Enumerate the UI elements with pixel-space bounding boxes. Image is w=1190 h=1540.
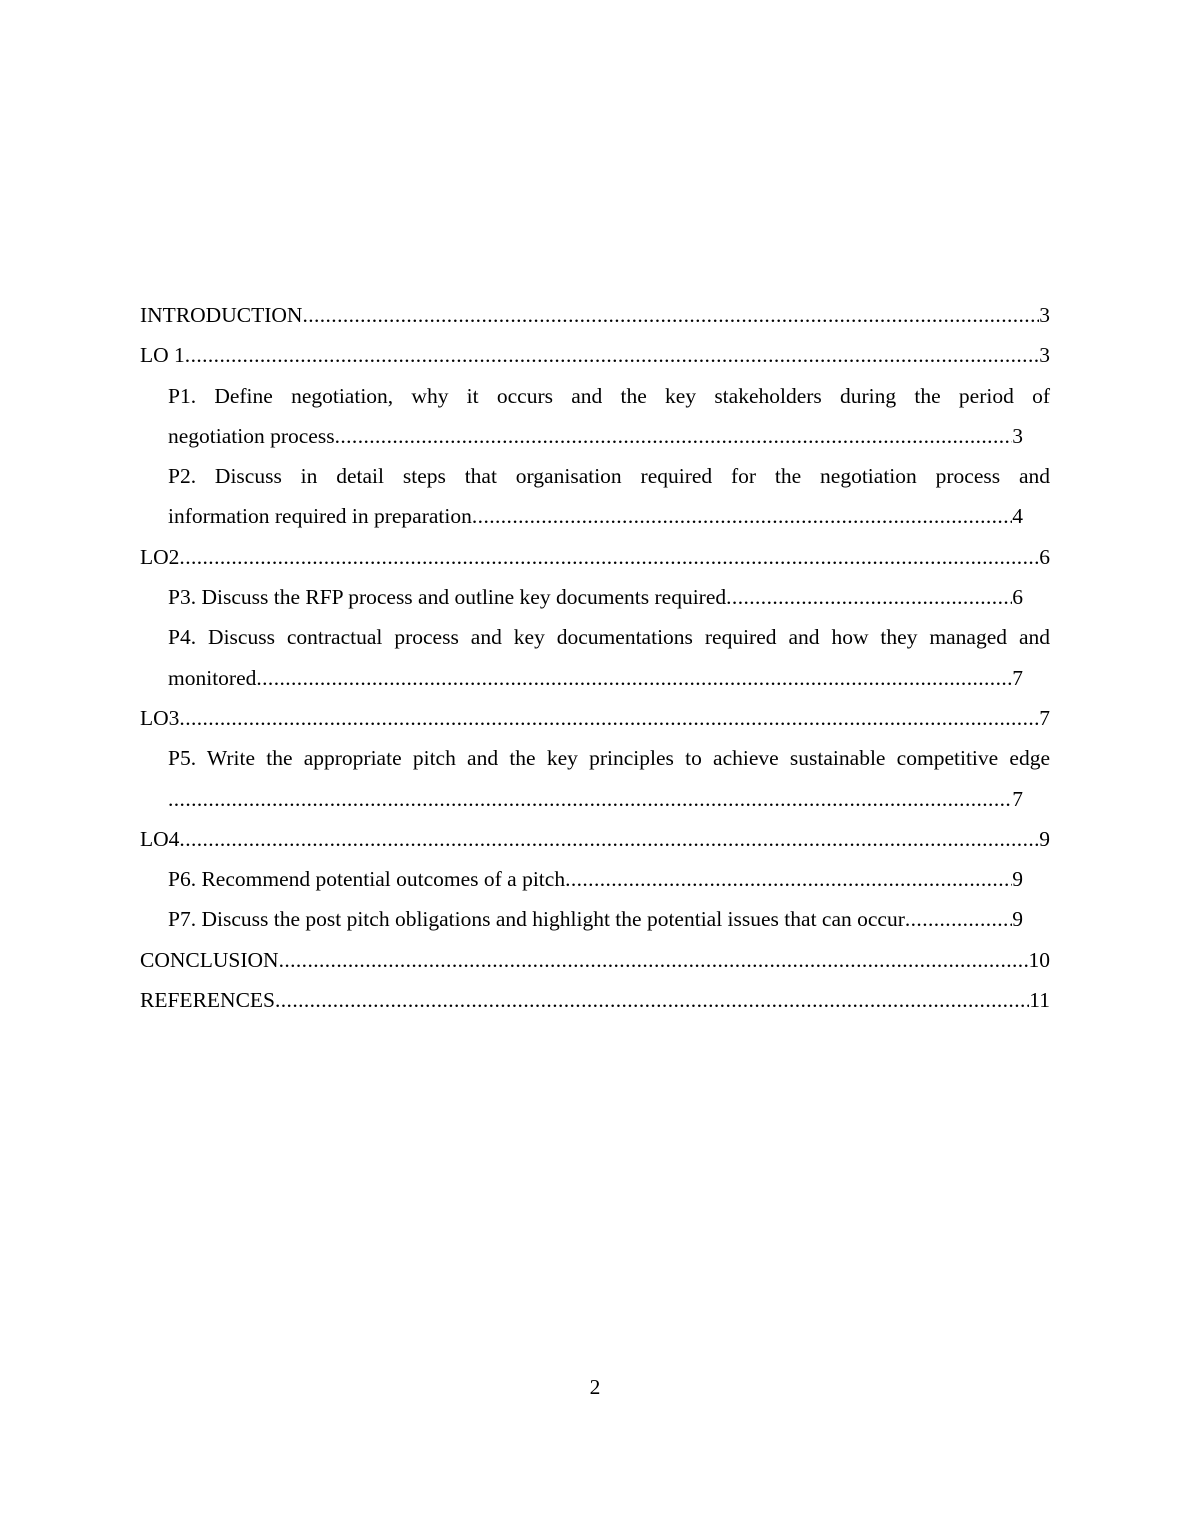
toc-page: 7 xyxy=(1039,705,1050,730)
dot-leader xyxy=(179,819,1039,859)
toc-label-line1: P5. Write the appropriate pitch and the key principles to achieve sustainable competitive edge xyxy=(168,746,1050,771)
toc-line2 xyxy=(168,779,1023,819)
toc-page: 3 xyxy=(1039,303,1050,327)
toc-label: INTRODUCTION xyxy=(140,303,303,327)
toc-entry-p6[interactable] xyxy=(168,859,1023,899)
dot-leader xyxy=(905,899,1012,939)
toc-entry-lo1[interactable] xyxy=(140,335,1050,375)
toc-label-line1: P4. Discuss contractual process and key documentations required and how they managed and xyxy=(168,625,1050,650)
toc-line2 xyxy=(168,496,1023,536)
toc-page: 9 xyxy=(1039,826,1050,851)
toc-entry-p4[interactable] xyxy=(168,617,1050,698)
dot-leader xyxy=(179,537,1039,577)
toc-page: 7 xyxy=(1012,665,1023,690)
toc-label-line2: information required in preparation xyxy=(168,504,472,529)
toc-entry-p3[interactable] xyxy=(168,577,1023,617)
toc-label: LO4 xyxy=(140,826,180,851)
page-number: 2 xyxy=(589,1375,601,1399)
dot-leader xyxy=(185,335,1039,375)
toc-label: LO2 xyxy=(140,544,180,569)
dot-leader xyxy=(335,416,1013,456)
toc-page: 9 xyxy=(1012,867,1023,892)
toc-page: 10 xyxy=(1028,947,1050,972)
toc-page: 7 xyxy=(1012,786,1023,811)
toc-label: REFERENCES xyxy=(140,988,275,1013)
toc-label: P7. Discuss the post pitch obligations and highlight the potential issues that can occur xyxy=(168,907,905,932)
toc-page: 3 xyxy=(1012,423,1023,448)
dot-leader xyxy=(256,658,1012,698)
toc-line2 xyxy=(168,658,1023,698)
toc-entry-references[interactable] xyxy=(140,980,1050,1020)
dot-leader xyxy=(472,496,1012,536)
table-of-contents xyxy=(140,295,1050,1020)
toc-line2 xyxy=(168,416,1023,456)
toc-label-line1: P2. Discuss in detail steps that organisation required for the negotiation process and xyxy=(168,464,1050,489)
toc-page: 4 xyxy=(1012,504,1023,529)
toc-label: CONCLUSION xyxy=(140,947,279,972)
toc-page: 6 xyxy=(1039,544,1050,569)
toc-entry-lo4[interactable] xyxy=(140,819,1050,859)
toc-entry-p5[interactable] xyxy=(168,738,1050,819)
toc-entry-conclusion[interactable] xyxy=(140,940,1050,980)
toc-page: 6 xyxy=(1012,585,1023,610)
dot-leader xyxy=(302,295,1039,335)
toc-entry-introduction[interactable] xyxy=(140,295,1050,335)
dot-leader xyxy=(179,698,1039,738)
dot-leader xyxy=(565,859,1012,899)
toc-label: LO3 xyxy=(140,705,180,730)
dot-leader xyxy=(279,940,1029,980)
toc-label-line1: P1. Define negotiation, why it occurs and the key stakeholders during the period of xyxy=(168,383,1050,408)
toc-entry-lo2[interactable] xyxy=(140,537,1050,577)
toc-label-line2: negotiation process xyxy=(168,423,335,448)
toc-page: 11 xyxy=(1029,988,1050,1013)
toc-entry-lo3[interactable] xyxy=(140,698,1050,738)
toc-label: P6. Recommend potential outcomes of a pitch xyxy=(168,867,566,892)
dot-leader xyxy=(168,779,1012,819)
toc-page: 3 xyxy=(1039,343,1050,368)
toc-entry-p2[interactable] xyxy=(168,456,1050,537)
toc-entry-p1[interactable] xyxy=(168,376,1050,457)
dot-leader xyxy=(275,980,1029,1020)
toc-label-line2: monitored xyxy=(168,665,257,690)
toc-label: P3. Discuss the RFP process and outline key documents required xyxy=(168,585,727,610)
toc-label: LO 1 xyxy=(140,343,185,368)
dot-leader xyxy=(726,577,1012,617)
toc-entry-p7[interactable] xyxy=(168,899,1023,939)
toc-page: 9 xyxy=(1012,907,1023,932)
